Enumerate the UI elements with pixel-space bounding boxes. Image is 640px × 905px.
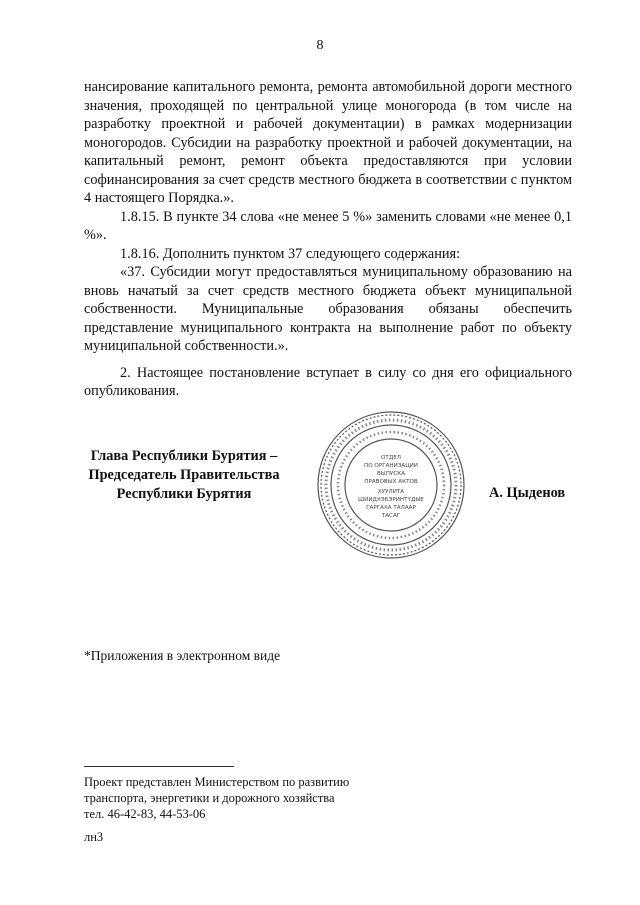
page-number: 8 — [316, 38, 324, 53]
signer-name: А. Цыденов — [489, 485, 566, 501]
paragraph-item-1-8-16: 1.8.16. Дополнить пунктом 37 следующего содержания: — [120, 245, 461, 262]
official-seal-stamp — [316, 410, 466, 560]
document-body — [84, 78, 572, 401]
footnote — [84, 774, 349, 845]
paragraph-item-1-8-15: 1.8.15. В пункте 34 слова «не менее 5 %» заменить словами «не менее 0,1 %». — [84, 208, 572, 243]
seal-text-5: ХУУЛИТА — [377, 489, 405, 495]
paragraph-continuation: нансирование капитального ремонта, ремонта автомобильной дороги местного значения, проходящей по центральной улице моногорода (в том числе на разработку проектной и рабочей документации) в рамках модернизации моногородов. Субсидии на разработку проектной и рабочей документации, на капитальный ремонт, ремонт объекта предоставляются при условии софинансирования за счет средств местного бюджета в соответствии с пунктом 4 настоящего Порядка.». — [84, 79, 572, 206]
signature-title-line-1: Глава Республики Бурятия – — [90, 448, 278, 464]
seal-inner-lettering — [338, 432, 444, 538]
paragraph-effective-date: 2. Настоящее постановление вступает в силу со дня его официального опубликования. — [84, 364, 572, 399]
footnote-divider — [84, 766, 234, 767]
signature-title — [84, 447, 284, 504]
footnote-line-2: транспорта, энергетики и дорожного хозяйства — [84, 791, 335, 805]
footnote-line-1: Проект представлен Министерством по развитию — [84, 775, 350, 789]
seal-text-7: ГАРГАХА ТАЛААР — [366, 505, 416, 511]
seal-text-3: ВЫПУСКА — [376, 471, 406, 477]
seal-text-6: ШИИДХЭБЭРИНТҮДЫЕ — [358, 497, 424, 503]
seal-outer-ring — [318, 412, 464, 558]
seal-middle-ring — [331, 425, 451, 545]
seal-dashed-ring — [321, 415, 461, 555]
seal-text-4: ПРАВОВЫХ АКТОВ — [364, 479, 418, 485]
seal-text-8: ТАСАГ — [381, 513, 401, 519]
seal-text-1: ОТДЕЛ — [381, 455, 401, 461]
paragraph-item-37: «37. Субсидии могут предоставляться муниципальному образованию на вновь начатый за счет средств местного бюджета объект муниципальной собственности. Муниципальные образования обязаны обеспечить представление муниципального контракта на выполнение работ по объекту муниципальной собственности.». — [84, 264, 572, 354]
signature-title-line-3: Республики Бурятия — [116, 486, 252, 502]
attachment-note: *Приложения в электронном виде — [84, 648, 281, 663]
signature-title-line-2: Председатель Правительства — [88, 467, 280, 483]
seal-text-2: ПО ОРГАНИЗАЦИИ — [364, 463, 418, 469]
footnote-phone: тел. 46-42-83, 44-53-06 — [84, 807, 206, 821]
footnote-code: лн3 — [84, 830, 104, 844]
